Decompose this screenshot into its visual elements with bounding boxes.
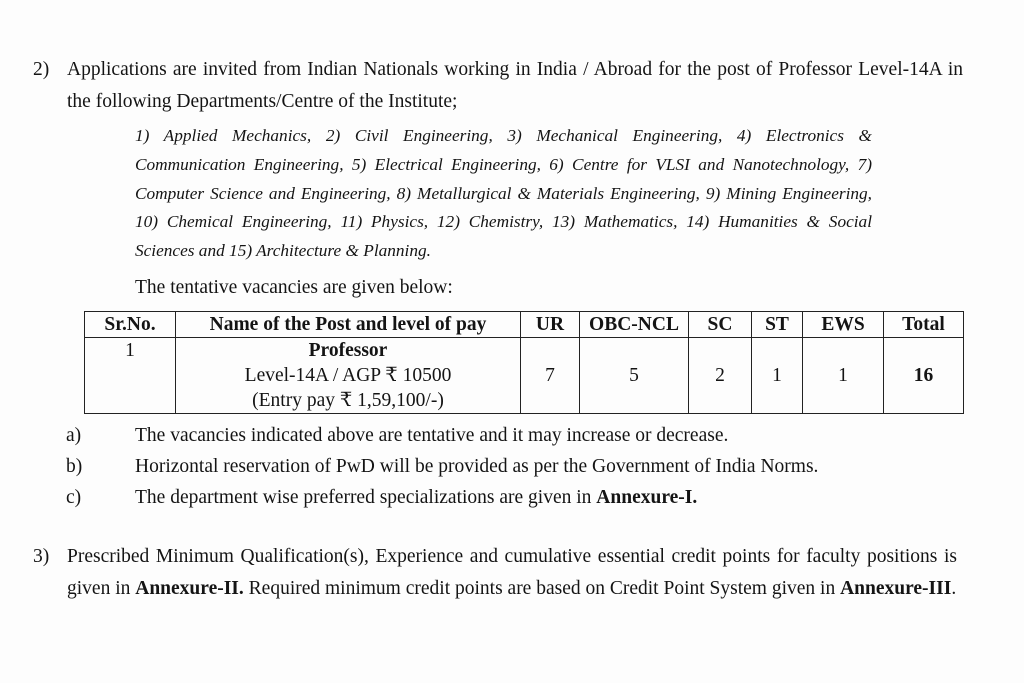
note-label: b) [66, 456, 83, 477]
section-2-number: 2) [33, 59, 50, 80]
table-row [85, 338, 964, 414]
annexure-ii-reference: Annexure-II. [135, 578, 244, 599]
section-2-text: Applications are invited from Indian Nationals working in India / Abroad for the post of Professor Level-14A in the following Departments/Centre of the Institute; [67, 59, 963, 112]
header-ews: EWS [803, 312, 884, 338]
section-3-text [67, 541, 957, 605]
header-sc: SC [689, 312, 752, 338]
note-text [135, 483, 697, 513]
header-post: Name of the Post and level of pay [176, 312, 521, 338]
annexure-i-reference: Annexure-I. [596, 487, 698, 508]
section-3-text-part: Required minimum credit points are based on Credit Point System given in [243, 578, 841, 599]
cell-sr-no: 1 [85, 338, 176, 414]
department-list: 1) Applied Mechanics, 2) Civil Engineering, 3) Mechanical Engineering, 4) Electronics & Communication Engineering, 5) Electrical Engineering, 6) Centre for VLSI and Nanotechnology, 7) Computer Science and Engineering, 8) Metallurgical & Materials Engineering, 9) Mining Engineering, 10) Chemical Engineering, 11) Physics, 12) Chemistry, 13) Mathematics, 14) Humanities & Social Sciences and 15) Architecture & Planning. [135, 126, 872, 261]
cell-ur: 7 [521, 338, 580, 414]
post-level: Level-14A / AGP ₹ 10500 [244, 365, 452, 386]
section-3-text-part: . [951, 578, 957, 599]
post-entry-pay: (Entry pay ₹ 1,59,100/-) [252, 390, 444, 411]
note-text [135, 421, 728, 451]
note-text-main: The vacancies indicated above are tentative and it may increase or decrease. [135, 425, 729, 446]
table-header-row [85, 312, 964, 338]
note-text-main: The department wise preferred specializations are given in [135, 487, 597, 508]
header-total: Total [884, 312, 964, 338]
cell-post [176, 338, 521, 414]
note-text [135, 452, 818, 482]
vacancy-table [84, 311, 964, 414]
header-obc-ncl: OBC-NCL [580, 312, 689, 338]
cell-ews: 1 [803, 338, 884, 414]
cell-st: 1 [752, 338, 803, 414]
tentative-vacancies-intro: The tentative vacancies are given below: [135, 277, 453, 298]
note-text-main: Horizontal reservation of PwD will be provided as per the Government of India Norms. [135, 456, 819, 477]
cell-sc: 2 [689, 338, 752, 414]
header-st: ST [752, 312, 803, 338]
note-label: c) [66, 487, 82, 508]
section-3-number: 3) [33, 546, 50, 567]
post-name: Professor [308, 340, 388, 361]
header-ur: UR [521, 312, 580, 338]
note-item [66, 483, 966, 514]
notes-list [66, 421, 966, 514]
note-item [66, 452, 966, 483]
section-3-text-part: Prescribed Minimum Qualification(s), Experience and cumulative essential credit points for faculty positions is given in [67, 546, 957, 599]
note-label: a) [66, 425, 82, 446]
annexure-iii-reference: Annexure-III [840, 578, 952, 599]
cell-total: 16 [884, 338, 964, 414]
note-item [66, 421, 966, 452]
cell-obc-ncl: 5 [580, 338, 689, 414]
header-sr-no: Sr.No. [85, 312, 176, 338]
